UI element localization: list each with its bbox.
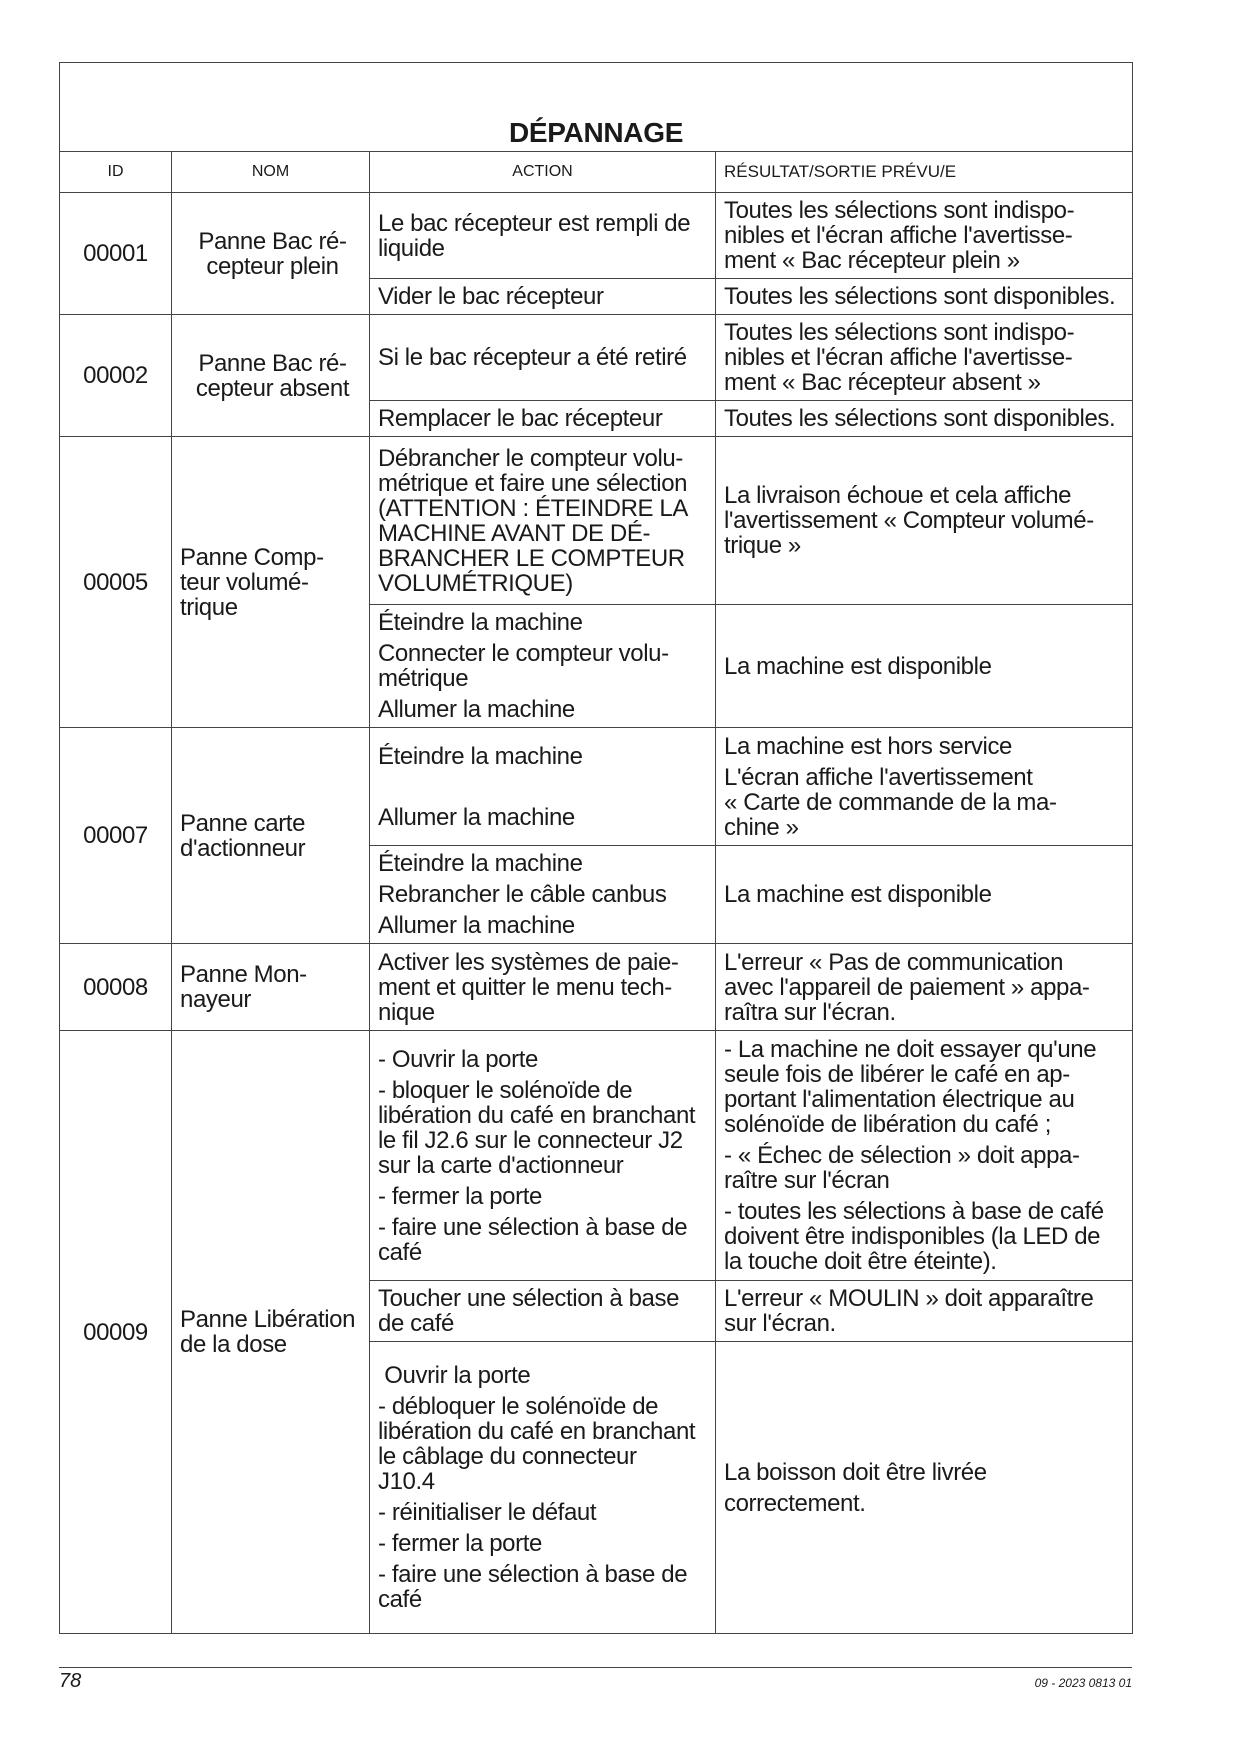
action-cell: Éteindre la machine Connecter le compteur volu- métrique Allumer la machine bbox=[370, 605, 716, 728]
header-resultat: RÉSULTAT/SORTIE PRÉVU/E bbox=[716, 152, 1133, 193]
action-cell: Éteindre la machine Allumer la machine bbox=[370, 728, 716, 846]
troubleshooting-sheet bbox=[59, 62, 1132, 1634]
fault-name: Panne Libération de la dose bbox=[172, 1031, 370, 1634]
result-cell: Toutes les sélections sont indispo- nibles et l'écran affiche l'avertisse- ment « Bac récepteur plein » bbox=[716, 193, 1133, 279]
troubleshooting-table bbox=[59, 62, 1133, 1634]
page-title: DÉPANNAGE bbox=[60, 63, 1133, 152]
action-cell: Ouvrir la porte - débloquer le solénoïde de libération du café en branchant le câblage du connecteur J10.4 - réinitialiser le défaut - fermer la porte - faire une sélection à base de café bbox=[370, 1342, 716, 1634]
fault-id: 00002 bbox=[60, 315, 172, 437]
header-nom: NOM bbox=[172, 152, 370, 193]
action-cell: Si le bac récepteur a été retiré bbox=[370, 315, 716, 401]
action-cell: Débrancher le compteur volu- métrique et faire une sélection (ATTENTION : ÉTEINDRE LA MACHINE AVANT DE DÉ- BRANCHER LE COMPTEUR VOLUMÉTRIQUE) bbox=[370, 437, 716, 605]
header-action: ACTION bbox=[370, 152, 716, 193]
fault-name: Panne Comp- teur volumé- trique bbox=[172, 437, 370, 728]
table-row bbox=[60, 437, 1133, 605]
table-row bbox=[60, 315, 1133, 401]
fault-name: Panne carte d'actionneur bbox=[172, 728, 370, 944]
footer-divider bbox=[59, 1667, 1132, 1668]
action-cell: Vider le bac récepteur bbox=[370, 279, 716, 315]
fault-id: 00005 bbox=[60, 437, 172, 728]
page-number: 78 bbox=[59, 1670, 82, 1692]
result-cell: La machine est disponible bbox=[716, 846, 1133, 944]
action-cell: Remplacer le bac récepteur bbox=[370, 401, 716, 437]
fault-id: 00001 bbox=[60, 193, 172, 315]
result-cell: La machine est hors service L'écran affiche l'avertissement « Carte de commande de la ma- chine » bbox=[716, 728, 1133, 846]
table-row bbox=[60, 728, 1133, 846]
fault-id: 00009 bbox=[60, 1031, 172, 1634]
action-cell: - Ouvrir la porte - bloquer le solénoïde de libération du café en branchant le fil J2.6 sur le connecteur J2 sur la carte d'actionneur - fermer la porte - faire une sélection à base de café bbox=[370, 1031, 716, 1281]
result-cell: La boisson doit être livrée correctement. bbox=[716, 1342, 1133, 1634]
action-cell: Le bac récepteur est rempli de liquide bbox=[370, 193, 716, 279]
fault-name: Panne Bac ré- cepteur plein bbox=[172, 193, 370, 315]
fault-name: Panne Bac ré- cepteur absent bbox=[172, 315, 370, 437]
fault-id: 00007 bbox=[60, 728, 172, 944]
table-header-row bbox=[60, 152, 1133, 193]
result-cell: L'erreur « Pas de communication avec l'appareil de paiement » appa- raîtra sur l'écran. bbox=[716, 944, 1133, 1031]
table-row bbox=[60, 193, 1133, 279]
result-cell: Toutes les sélections sont disponibles. bbox=[716, 401, 1133, 437]
result-cell: La livraison échoue et cela affiche l'avertissement « Compteur volumé- trique » bbox=[716, 437, 1133, 605]
result-cell: L'erreur « MOULIN » doit apparaître sur l'écran. bbox=[716, 1281, 1133, 1342]
action-cell: Toucher une sélection à base de café bbox=[370, 1281, 716, 1342]
header-id: ID bbox=[60, 152, 172, 193]
fault-name: Panne Mon- nayeur bbox=[172, 944, 370, 1031]
fault-id: 00008 bbox=[60, 944, 172, 1031]
action-cell: Activer les systèmes de paie- ment et quitter le menu tech- nique bbox=[370, 944, 716, 1031]
result-cell: Toutes les sélections sont indispo- nibles et l'écran affiche l'avertisse- ment « Bac récepteur absent » bbox=[716, 315, 1133, 401]
document-code: 09 - 2023 0813 01 bbox=[1034, 1676, 1132, 1690]
result-cell: - La machine ne doit essayer qu'une seule fois de libérer le café en ap- portant l'alimentation électrique au solénoïde de libération du café ; - « Échec de sélection » doit appa- raître sur l'écran - toutes les sélections à base de café doivent être indisponibles (la LED de la touche doit être éteinte). bbox=[716, 1031, 1133, 1281]
table-row bbox=[60, 944, 1133, 1031]
result-cell: Toutes les sélections sont disponibles. bbox=[716, 279, 1133, 315]
table-row bbox=[60, 1031, 1133, 1281]
action-cell: Éteindre la machine Rebrancher le câble canbus Allumer la machine bbox=[370, 846, 716, 944]
result-cell: La machine est disponible bbox=[716, 605, 1133, 728]
